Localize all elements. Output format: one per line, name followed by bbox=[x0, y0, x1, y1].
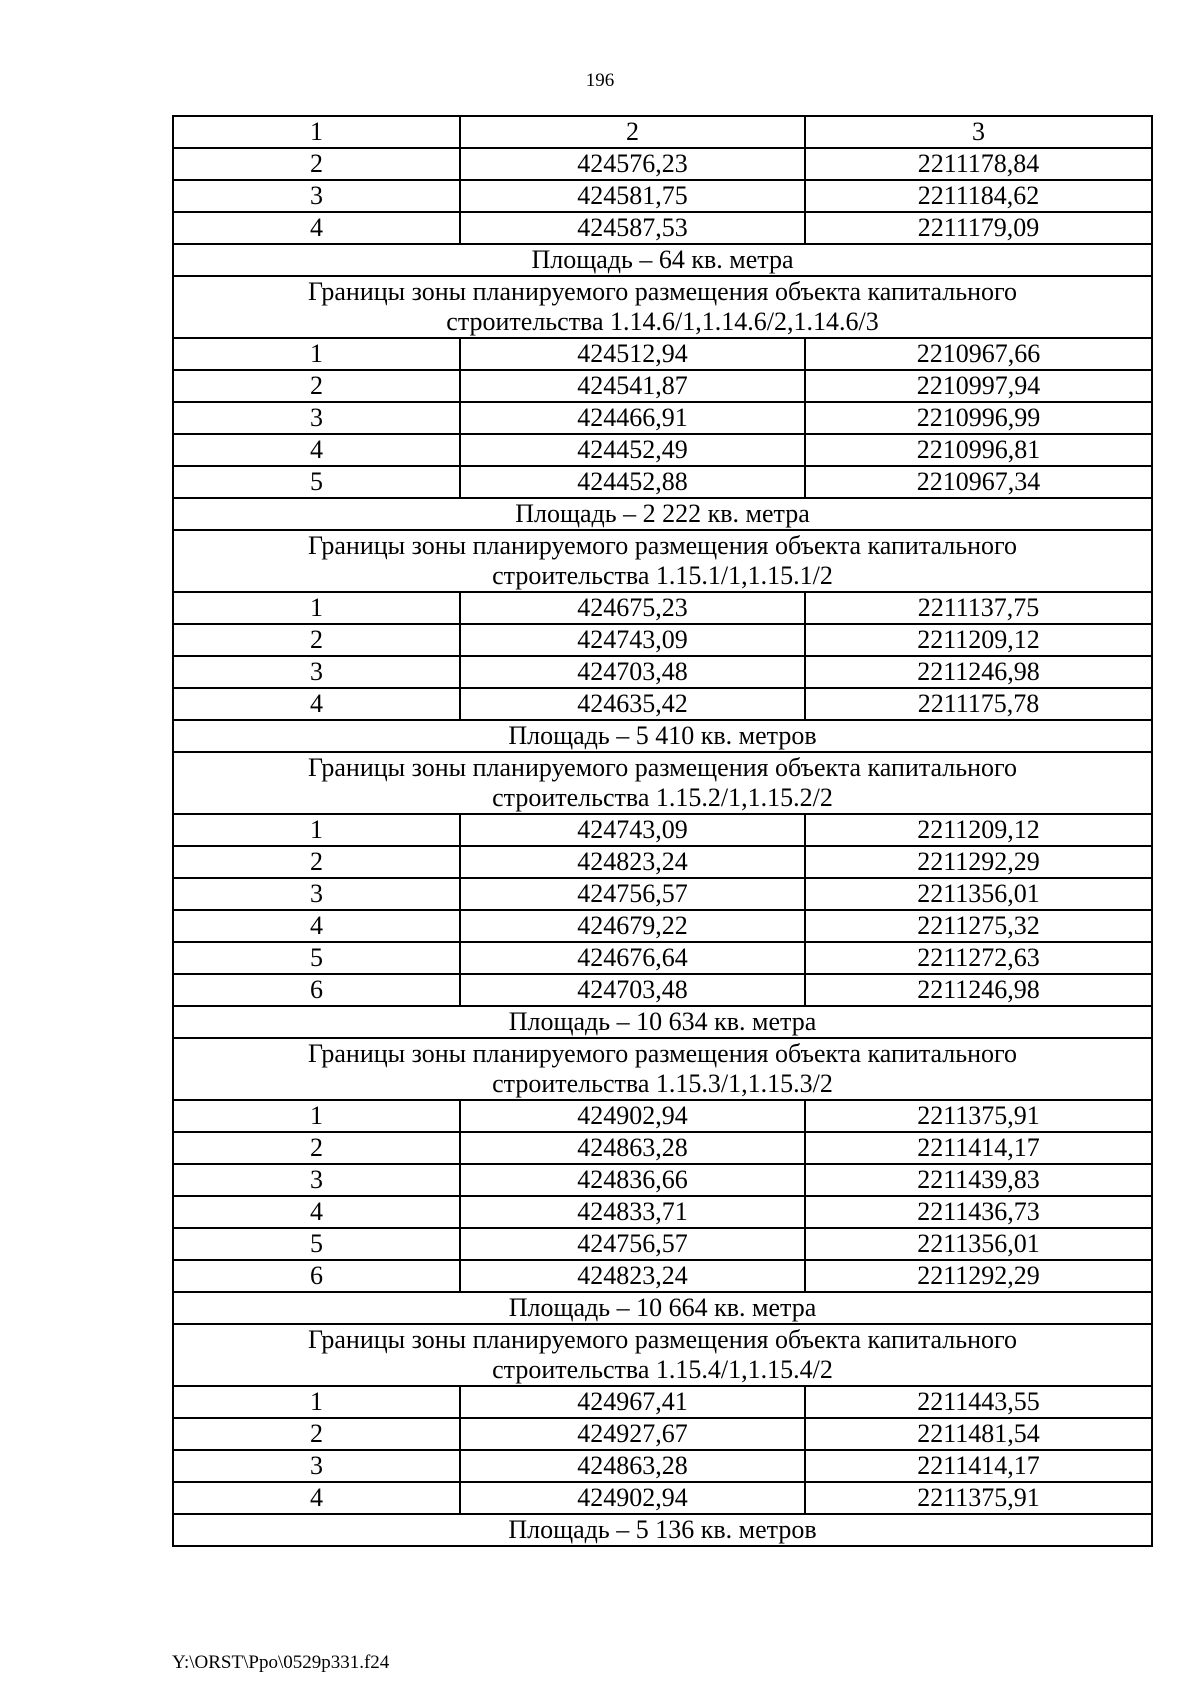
section-heading-cell bbox=[173, 276, 1152, 338]
y-coordinate-cell: 2211292,29 bbox=[805, 846, 1152, 878]
point-number-cell: 2 bbox=[173, 846, 460, 878]
point-number-cell: 1 bbox=[173, 1100, 460, 1132]
point-number-cell: 5 bbox=[173, 942, 460, 974]
section-heading-cell bbox=[173, 530, 1152, 592]
x-coordinate-cell: 424466,91 bbox=[460, 402, 805, 434]
point-number-cell: 4 bbox=[173, 1482, 460, 1514]
y-coordinate-cell: 2211175,78 bbox=[805, 688, 1152, 720]
section-heading-row bbox=[173, 530, 1152, 592]
point-number-cell: 1 bbox=[173, 814, 460, 846]
point-number-cell: 3 bbox=[173, 1450, 460, 1482]
point-number-cell: 6 bbox=[173, 974, 460, 1006]
area-row bbox=[173, 1514, 1152, 1546]
table-row bbox=[173, 624, 1152, 656]
x-coordinate-cell: 424743,09 bbox=[460, 624, 805, 656]
section-heading-line: Границы зоны планируемого размещения объекта капитального bbox=[307, 1039, 1018, 1068]
x-coordinate-cell: 424703,48 bbox=[460, 656, 805, 688]
section-heading-line: Границы зоны планируемого размещения объекта капитального bbox=[307, 1325, 1018, 1354]
y-coordinate-cell: 2211292,29 bbox=[805, 1260, 1152, 1292]
section-heading-line: строительства 1.15.1/1,1.15.1/2 bbox=[492, 561, 833, 590]
x-coordinate-cell: 424967,41 bbox=[460, 1386, 805, 1418]
y-coordinate-cell: 2211272,63 bbox=[805, 942, 1152, 974]
coordinates-table bbox=[172, 115, 1153, 1547]
table-row bbox=[173, 974, 1152, 1006]
x-coordinate-cell: 424863,28 bbox=[460, 1450, 805, 1482]
y-coordinate-cell: 2211356,01 bbox=[805, 878, 1152, 910]
x-coordinate-cell: 424836,66 bbox=[460, 1164, 805, 1196]
coordinates-table-body bbox=[173, 116, 1152, 1546]
table-row bbox=[173, 1164, 1152, 1196]
table-row bbox=[173, 1100, 1152, 1132]
table-row bbox=[173, 370, 1152, 402]
y-coordinate-cell: 2211414,17 bbox=[805, 1450, 1152, 1482]
point-number-cell: 1 bbox=[173, 592, 460, 624]
x-coordinate-cell: 424541,87 bbox=[460, 370, 805, 402]
y-coordinate-cell: 2211414,17 bbox=[805, 1132, 1152, 1164]
table-header-row bbox=[173, 116, 1152, 148]
y-coordinate-cell: 2211246,98 bbox=[805, 974, 1152, 1006]
point-number-cell: 5 bbox=[173, 1228, 460, 1260]
page-number: 196 bbox=[585, 70, 615, 91]
section-heading-row bbox=[173, 1324, 1152, 1386]
point-number-cell: 4 bbox=[173, 434, 460, 466]
x-coordinate-cell: 424676,64 bbox=[460, 942, 805, 974]
table-row bbox=[173, 1196, 1152, 1228]
point-number-cell: 2 bbox=[173, 1132, 460, 1164]
point-number-cell: 2 bbox=[173, 148, 460, 180]
area-row bbox=[173, 244, 1152, 276]
point-number-cell: 5 bbox=[173, 466, 460, 498]
y-coordinate-cell: 2211439,83 bbox=[805, 1164, 1152, 1196]
area-row bbox=[173, 498, 1152, 530]
area-cell: Площадь – 5 410 кв. метров bbox=[173, 720, 1152, 752]
y-coordinate-cell: 2210996,81 bbox=[805, 434, 1152, 466]
x-coordinate-cell: 424863,28 bbox=[460, 1132, 805, 1164]
section-heading-line: Границы зоны планируемого размещения объекта капитального bbox=[307, 753, 1018, 782]
section-heading-row bbox=[173, 276, 1152, 338]
section-heading-cell bbox=[173, 1324, 1152, 1386]
y-coordinate-cell: 2211179,09 bbox=[805, 212, 1152, 244]
point-number-cell: 3 bbox=[173, 402, 460, 434]
section-heading-cell bbox=[173, 752, 1152, 814]
table-row bbox=[173, 1260, 1152, 1292]
section-heading-line: строительства 1.15.4/1,1.15.4/2 bbox=[492, 1355, 833, 1384]
point-number-cell: 4 bbox=[173, 212, 460, 244]
table-row bbox=[173, 466, 1152, 498]
table-row bbox=[173, 1482, 1152, 1514]
y-coordinate-cell: 2211375,91 bbox=[805, 1100, 1152, 1132]
table-row bbox=[173, 1228, 1152, 1260]
section-heading-line: Границы зоны планируемого размещения объекта капитального bbox=[307, 531, 1018, 560]
x-coordinate-cell: 424927,67 bbox=[460, 1418, 805, 1450]
table-row bbox=[173, 910, 1152, 942]
point-number-cell: 4 bbox=[173, 688, 460, 720]
point-number-cell: 1 bbox=[173, 1386, 460, 1418]
point-number-cell: 3 bbox=[173, 878, 460, 910]
table-row bbox=[173, 434, 1152, 466]
table-row bbox=[173, 656, 1152, 688]
x-coordinate-cell: 424581,75 bbox=[460, 180, 805, 212]
y-coordinate-cell: 2210997,94 bbox=[805, 370, 1152, 402]
y-coordinate-cell: 2211443,55 bbox=[805, 1386, 1152, 1418]
point-number-cell: 6 bbox=[173, 1260, 460, 1292]
section-heading-line: строительства 1.15.2/1,1.15.2/2 bbox=[492, 783, 833, 812]
table-row bbox=[173, 1450, 1152, 1482]
x-coordinate-cell: 424703,48 bbox=[460, 974, 805, 1006]
table-row bbox=[173, 402, 1152, 434]
x-coordinate-cell: 424833,71 bbox=[460, 1196, 805, 1228]
y-coordinate-cell: 2211356,01 bbox=[805, 1228, 1152, 1260]
y-coordinate-cell: 2211481,54 bbox=[805, 1418, 1152, 1450]
x-coordinate-cell: 424902,94 bbox=[460, 1100, 805, 1132]
x-coordinate-cell: 424756,57 bbox=[460, 878, 805, 910]
table-row bbox=[173, 878, 1152, 910]
table-row bbox=[173, 180, 1152, 212]
table-row bbox=[173, 846, 1152, 878]
y-coordinate-cell: 2211209,12 bbox=[805, 814, 1152, 846]
area-cell: Площадь – 10 664 кв. метра bbox=[173, 1292, 1152, 1324]
area-row bbox=[173, 1292, 1152, 1324]
file-path-footer: Y:\ORST\Ppo\0529p331.f24 bbox=[172, 1652, 390, 1673]
y-coordinate-cell: 2210967,66 bbox=[805, 338, 1152, 370]
table-row bbox=[173, 1418, 1152, 1450]
x-coordinate-cell: 424679,22 bbox=[460, 910, 805, 942]
header-cell: 3 bbox=[805, 116, 1152, 148]
header-cell: 1 bbox=[173, 116, 460, 148]
x-coordinate-cell: 424512,94 bbox=[460, 338, 805, 370]
table-row bbox=[173, 688, 1152, 720]
table-row bbox=[173, 1132, 1152, 1164]
point-number-cell: 2 bbox=[173, 370, 460, 402]
area-cell: Площадь – 5 136 кв. метров bbox=[173, 1514, 1152, 1546]
section-heading-row bbox=[173, 1038, 1152, 1100]
point-number-cell: 3 bbox=[173, 180, 460, 212]
y-coordinate-cell: 2211375,91 bbox=[805, 1482, 1152, 1514]
x-coordinate-cell: 424756,57 bbox=[460, 1228, 805, 1260]
section-heading-line: Границы зоны планируемого размещения объекта капитального bbox=[307, 277, 1018, 306]
x-coordinate-cell: 424902,94 bbox=[460, 1482, 805, 1514]
x-coordinate-cell: 424823,24 bbox=[460, 846, 805, 878]
y-coordinate-cell: 2211246,98 bbox=[805, 656, 1152, 688]
point-number-cell: 2 bbox=[173, 624, 460, 656]
x-coordinate-cell: 424823,24 bbox=[460, 1260, 805, 1292]
point-number-cell: 2 bbox=[173, 1418, 460, 1450]
point-number-cell: 4 bbox=[173, 910, 460, 942]
y-coordinate-cell: 2211209,12 bbox=[805, 624, 1152, 656]
point-number-cell: 1 bbox=[173, 338, 460, 370]
point-number-cell: 3 bbox=[173, 656, 460, 688]
section-heading-cell bbox=[173, 1038, 1152, 1100]
table-row bbox=[173, 592, 1152, 624]
area-cell: Площадь – 2 222 кв. метра bbox=[173, 498, 1152, 530]
table-row bbox=[173, 212, 1152, 244]
point-number-cell: 4 bbox=[173, 1196, 460, 1228]
area-row bbox=[173, 720, 1152, 752]
x-coordinate-cell: 424587,53 bbox=[460, 212, 805, 244]
area-cell: Площадь – 10 634 кв. метра bbox=[173, 1006, 1152, 1038]
area-cell: Площадь – 64 кв. метра bbox=[173, 244, 1152, 276]
x-coordinate-cell: 424576,23 bbox=[460, 148, 805, 180]
section-heading-line: строительства 1.15.3/1,1.15.3/2 bbox=[492, 1069, 833, 1098]
x-coordinate-cell: 424743,09 bbox=[460, 814, 805, 846]
y-coordinate-cell: 2210967,34 bbox=[805, 466, 1152, 498]
y-coordinate-cell: 2211184,62 bbox=[805, 180, 1152, 212]
table-row bbox=[173, 148, 1152, 180]
table-row bbox=[173, 942, 1152, 974]
section-heading-line: строительства 1.14.6/1,1.14.6/2,1.14.6/3 bbox=[446, 307, 879, 336]
point-number-cell: 3 bbox=[173, 1164, 460, 1196]
x-coordinate-cell: 424675,23 bbox=[460, 592, 805, 624]
x-coordinate-cell: 424452,88 bbox=[460, 466, 805, 498]
table-row bbox=[173, 338, 1152, 370]
x-coordinate-cell: 424635,42 bbox=[460, 688, 805, 720]
area-row bbox=[173, 1006, 1152, 1038]
header-cell: 2 bbox=[460, 116, 805, 148]
y-coordinate-cell: 2211137,75 bbox=[805, 592, 1152, 624]
y-coordinate-cell: 2211436,73 bbox=[805, 1196, 1152, 1228]
y-coordinate-cell: 2210996,99 bbox=[805, 402, 1152, 434]
table-row bbox=[173, 1386, 1152, 1418]
table-row bbox=[173, 814, 1152, 846]
section-heading-row bbox=[173, 752, 1152, 814]
y-coordinate-cell: 2211178,84 bbox=[805, 148, 1152, 180]
x-coordinate-cell: 424452,49 bbox=[460, 434, 805, 466]
y-coordinate-cell: 2211275,32 bbox=[805, 910, 1152, 942]
